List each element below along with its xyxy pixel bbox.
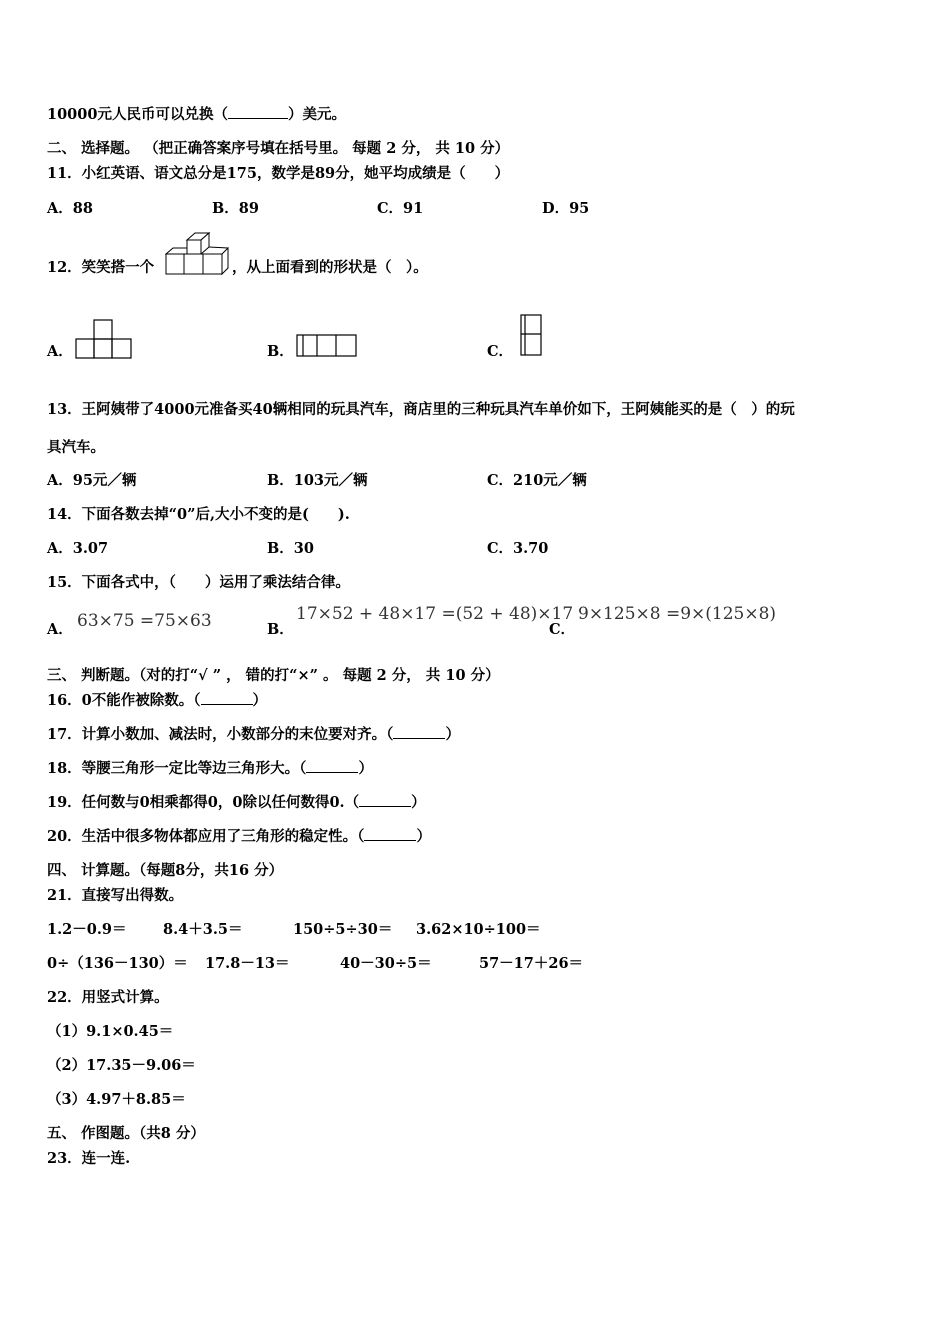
q11-option-b[interactable]: B．89 xyxy=(212,200,259,217)
q13-stem-line2: 具汽车。 xyxy=(47,439,105,456)
q15-option-b-label[interactable]: B． xyxy=(267,621,294,638)
q11-stem: 11．小红英语、语文总分是175，数学是89分，她平均成绩是（ ） xyxy=(47,165,510,182)
judge-17-text: 17．计算小数加、减法时，小数部分的末位要对齐。（ xyxy=(47,726,394,743)
answer-blank[interactable] xyxy=(306,772,358,773)
answer-blank[interactable] xyxy=(359,806,411,807)
q15-formula-b: 17×52 + 48×17 =(52 + 48)×17 xyxy=(296,604,574,624)
q21-row2-item-2: 17.8－13＝ xyxy=(205,955,290,972)
judge-item-17 xyxy=(47,723,460,744)
q15-formula-c: 9×125×8 =9×(125×8) xyxy=(578,604,777,624)
q22-item-2: （2）17.35－9.06＝ xyxy=(47,1057,196,1074)
q21-row2-item-4: 57－17＋26＝ xyxy=(479,955,584,972)
q21-row1-item-3: 150÷5÷30＝ xyxy=(293,921,393,938)
q15-option-a-label[interactable]: A． xyxy=(47,621,73,638)
q21-row1-item-2: 8.4＋3.5＝ xyxy=(163,921,243,938)
q12-stem-before: 12．笑笑搭一个 xyxy=(47,259,155,276)
q13-option-c[interactable]: C．210元／辆 xyxy=(487,472,587,489)
q22-item-1: （1）9.1×0.45＝ xyxy=(47,1023,174,1040)
q12-option-c-label[interactable]: C． xyxy=(487,343,514,360)
judge-18-text: 18．等腰三角形一定比等边三角形大。（ xyxy=(47,760,307,777)
answer-blank[interactable] xyxy=(393,738,445,739)
q21-stem: 21．直接写出得数。 xyxy=(47,887,184,904)
q13-option-b[interactable]: B．103元／辆 xyxy=(267,472,368,489)
judge-item-18 xyxy=(47,757,373,778)
q12-option-a-figure xyxy=(75,318,133,360)
q21-row2-item-1: 0÷（136－130）＝ xyxy=(47,955,188,972)
judge-19-close: ） xyxy=(411,794,426,811)
q12-stem-after: ，从上面看到的形状是（ ）。 xyxy=(232,259,428,276)
q12-option-c-figure xyxy=(520,314,544,358)
q12-option-b-figure xyxy=(296,334,358,358)
q14-option-a[interactable]: A．3.07 xyxy=(47,540,109,557)
section-5-title: 五、 作图题。（共8 分） xyxy=(47,1125,205,1142)
q10-line xyxy=(47,103,346,124)
section-2-title: 二、 选择题。 （把正确答案序号填在括号里。 每题 2 分， 共 10 分） xyxy=(47,140,510,157)
q11-option-c[interactable]: C．91 xyxy=(377,200,424,217)
q12-option-a-label[interactable]: A． xyxy=(47,343,73,360)
q11-option-d[interactable]: D．95 xyxy=(542,200,590,217)
q21-row2-item-3: 40－30÷5＝ xyxy=(340,955,432,972)
q15-option-c-label[interactable]: C． xyxy=(549,621,576,638)
judge-16-close: ） xyxy=(252,692,268,709)
answer-blank[interactable] xyxy=(228,118,288,119)
q22-item-3: （3）4.97＋8.85＝ xyxy=(47,1091,186,1108)
q14-option-b[interactable]: B．30 xyxy=(267,540,314,557)
judge-item-16 xyxy=(47,689,267,710)
q13-option-a[interactable]: A．95元／辆 xyxy=(47,472,137,489)
judge-item-19 xyxy=(47,791,426,812)
cube-stack-figure xyxy=(165,230,229,278)
q15-stem: 15．下面各式中，（ ）运用了乘法结合律。 xyxy=(47,574,350,591)
answer-blank[interactable] xyxy=(201,704,253,705)
q10-text-before: 10000元人民币可以兑换（ xyxy=(47,106,228,123)
q23-stem: 23．连一连. xyxy=(47,1150,131,1167)
q11-option-a[interactable]: A．88 xyxy=(47,200,93,217)
section-4-title: 四、 计算题。（每题8分，共16 分） xyxy=(47,862,284,879)
q21-row1-item-4: 3.62×10÷100＝ xyxy=(416,921,541,938)
q15-formula-a: 63×75 =75×63 xyxy=(77,611,212,631)
judge-item-20 xyxy=(47,825,431,846)
judge-16-text: 16．0不能作被除数。（ xyxy=(47,692,201,709)
judge-18-close: ） xyxy=(358,760,373,777)
section-3-title: 三、 判断题。（对的打“√ ” ， 错的打“×” 。 每题 2 分， 共 10 分） xyxy=(47,667,500,684)
answer-blank[interactable] xyxy=(364,840,416,841)
judge-19-text: 19．任何数与0相乘都得0，0除以任何数得0.（ xyxy=(47,794,360,811)
q22-stem: 22．用竖式计算。 xyxy=(47,989,169,1006)
q12-option-b-label[interactable]: B． xyxy=(267,343,294,360)
q14-option-c[interactable]: C．3.70 xyxy=(487,540,549,557)
q10-text-after: ）美元。 xyxy=(287,106,346,123)
judge-20-close: ） xyxy=(416,828,431,845)
q21-row1-item-1: 1.2－0.9＝ xyxy=(47,921,127,938)
q14-stem: 14．下面各数去掉“0”后,大小不变的是( ). xyxy=(47,506,350,523)
q13-stem-line1: 13．王阿姨带了4000元准备买40辆相同的玩具汽车，商店里的三种玩具汽车单价如下，王阿姨能买的是（ ）的玩 xyxy=(47,401,795,418)
judge-20-text: 20．生活中很多物体都应用了三角形的稳定性。（ xyxy=(47,828,365,845)
judge-17-close: ） xyxy=(445,726,460,743)
